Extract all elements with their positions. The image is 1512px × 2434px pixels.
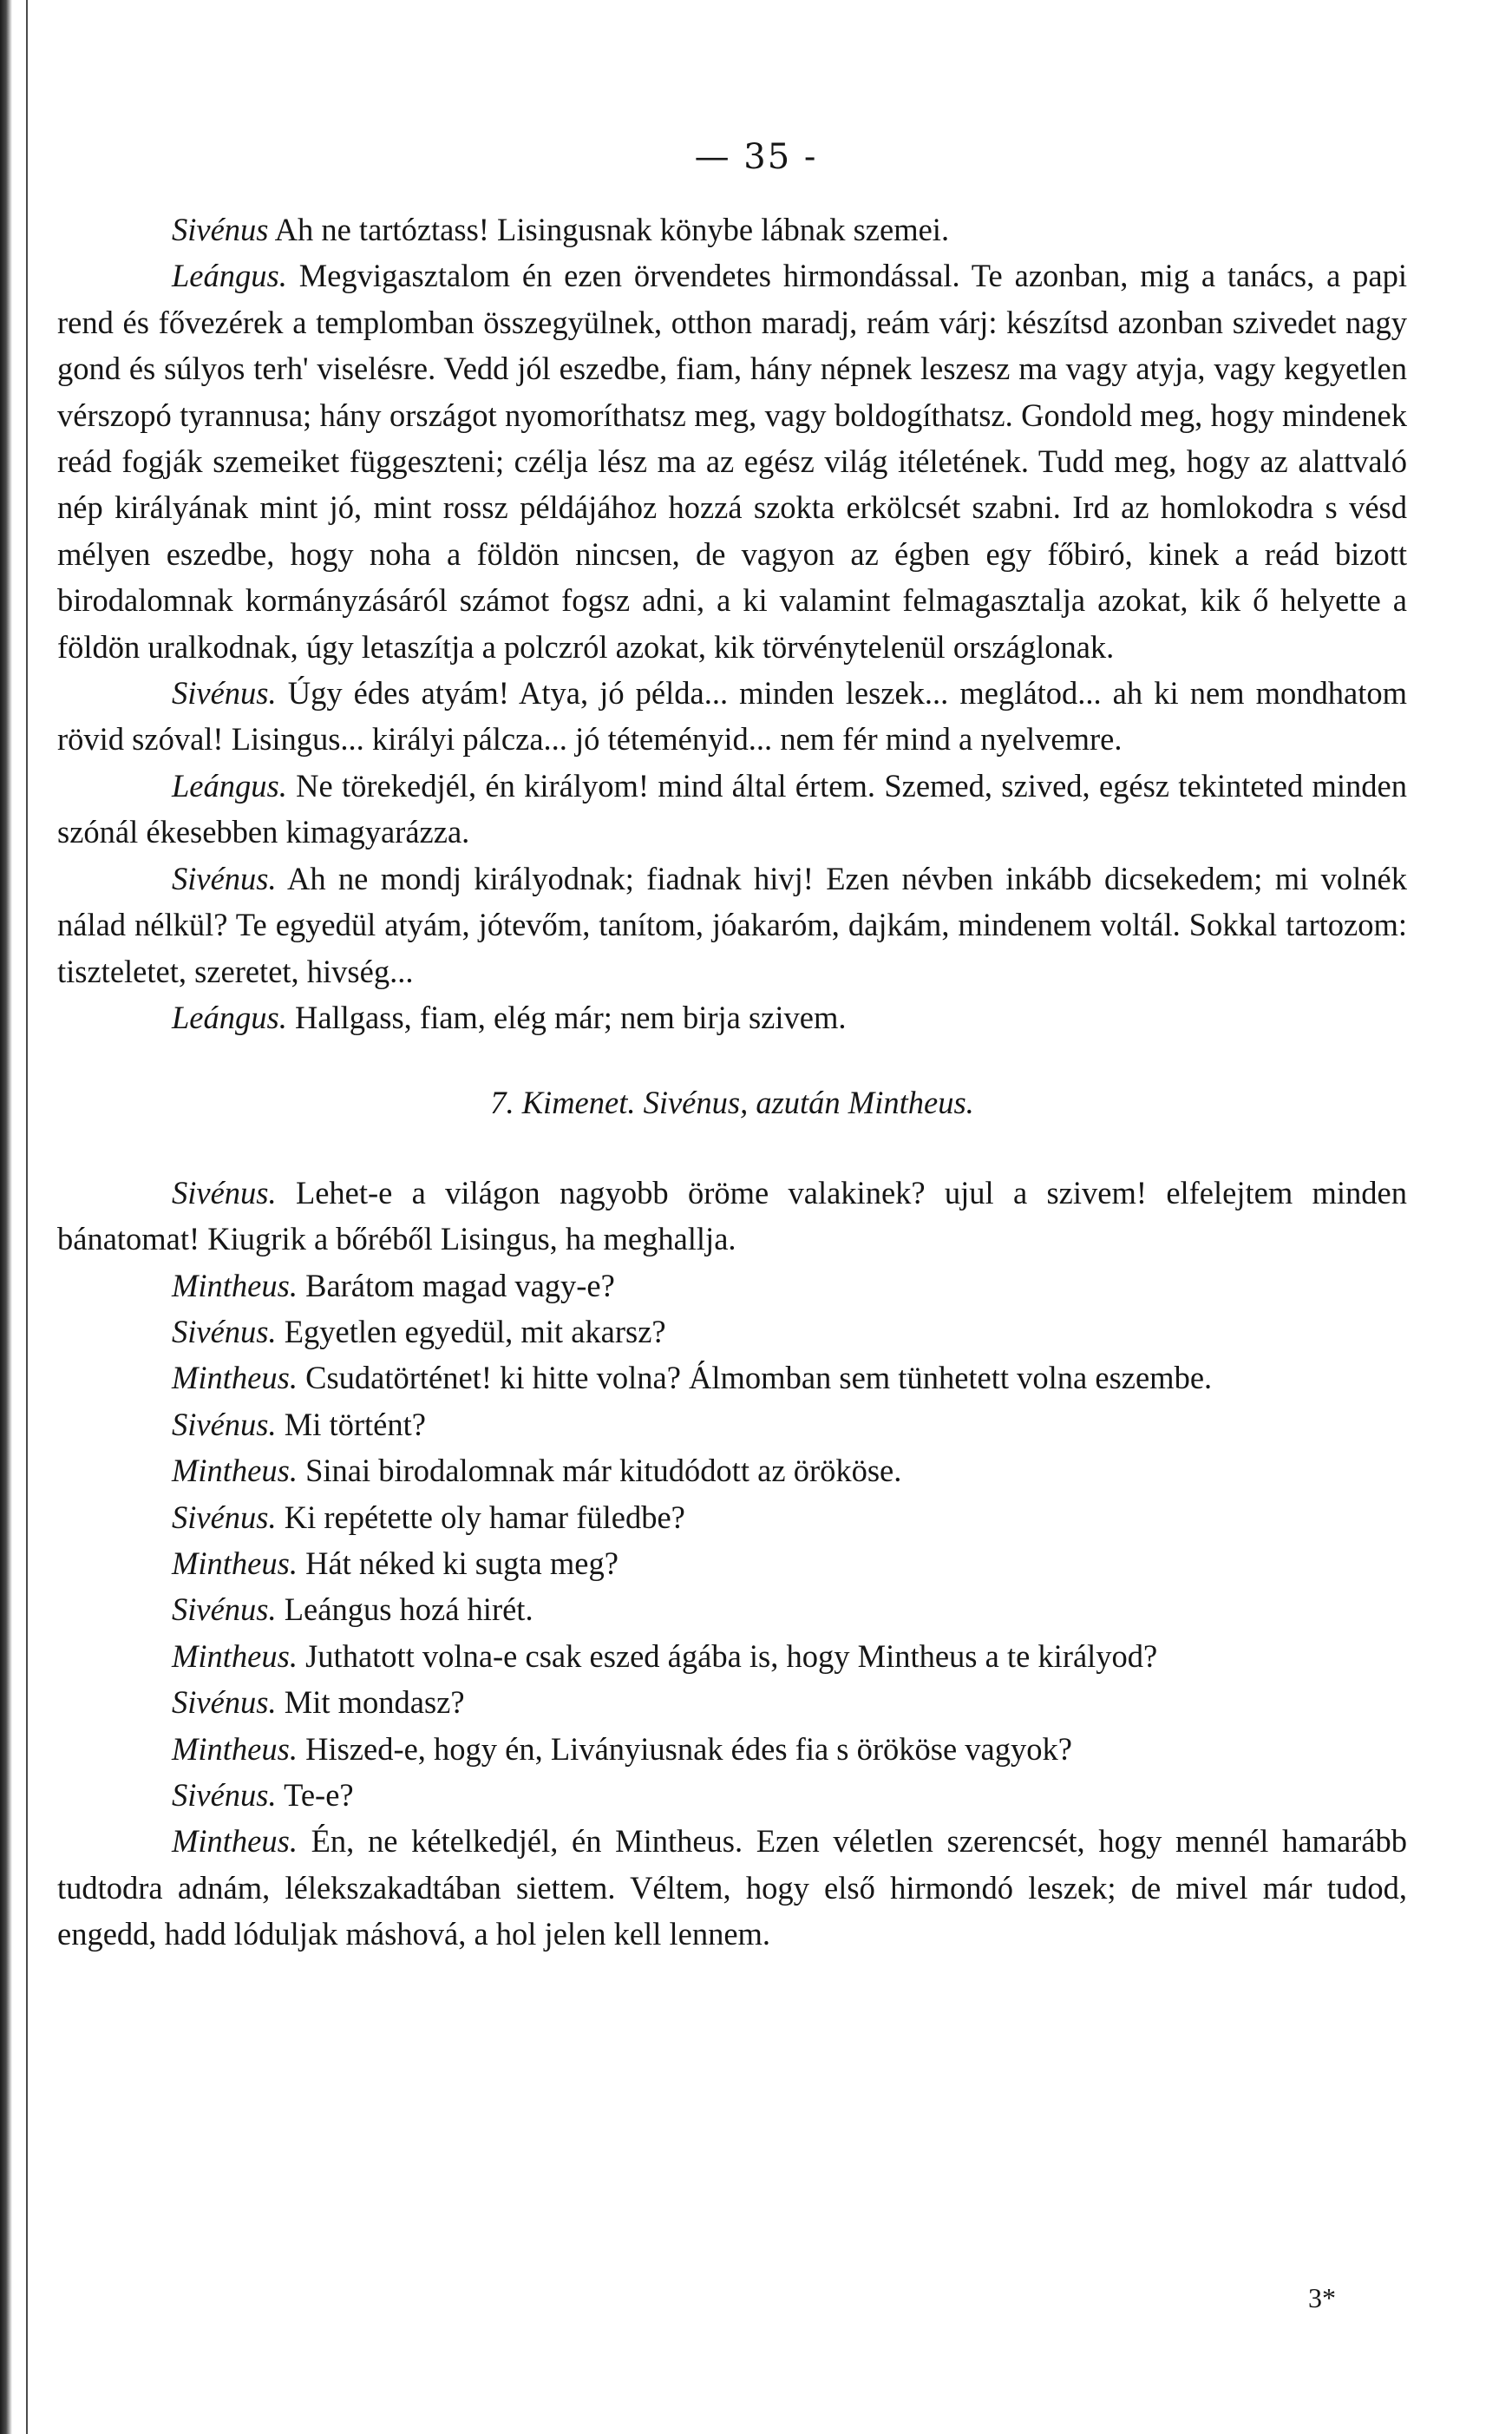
dialogue-text: Sinai birodalomnak már kitudódott az örököse. <box>305 1453 902 1489</box>
speaker-name: Sivénus. <box>172 860 277 896</box>
page-number: — 35 - <box>694 137 818 177</box>
speaker-name: Sivénus. <box>172 1174 277 1210</box>
dialogue-text: Ne törekedjél, én királyom! mind által értem. Szemed, szived, egész tekinteted minden szónál ékesebben kimagyarázza. <box>57 767 1408 850</box>
dialogue-line <box>57 1726 1407 1772</box>
dialogue-line <box>57 1772 1407 1818</box>
dialogue-line <box>57 1494 1407 1540</box>
dialogue-line <box>57 1540 1407 1586</box>
dialogue-text: Ah ne mondj királyodnak; fiadnak hivj! Ezen névben inkább dicsekedem; mi volnék nálad nélkül? Te egyedül atyám, jótevőm, tanítom, jóakaróm, dajkám, mindenem voltál. Sokkal tartozom: tiszteletet, szeretet, hivség... <box>57 860 1407 989</box>
dialogue-line <box>57 1679 1407 1725</box>
speaker-name: Sivénus. <box>172 1499 277 1535</box>
speaker-name: Sivénus. <box>172 675 277 712</box>
dialogue-line <box>57 763 1407 856</box>
dialogue-text: Hiszed-e, hogy én, Liványiusnak édes fia s örököse vagyok? <box>305 1730 1072 1767</box>
dialogue-text: Leángus hozá hirét. <box>284 1591 533 1628</box>
dialogue-line <box>57 1447 1407 1493</box>
dialogue-block-a <box>57 207 1407 1040</box>
speaker-name: Sivénus. <box>172 1406 277 1442</box>
speaker-name: Mintheus. <box>172 1730 298 1767</box>
speaker-name: Leángus. <box>172 999 287 1035</box>
speaker-name: Mintheus. <box>172 1453 298 1489</box>
dialogue-line <box>57 1263 1407 1309</box>
speaker-name: Mintheus. <box>172 1360 298 1396</box>
dialogue-text: Te-e? <box>284 1777 354 1813</box>
dialogue-text: Lehet-e a világon nagyobb öröme valakinek? ujul a szivem! elfelejtem minden bánatomat! Kiugrik a bőréből Lisingus, ha meghallja. <box>57 1174 1408 1257</box>
page-number-value: 35 <box>743 137 792 177</box>
speaker-name: Leángus. <box>172 258 287 294</box>
speaker-name: Mintheus. <box>172 1267 298 1303</box>
dialogue-line <box>57 1309 1407 1355</box>
speaker-name: Sivénus. <box>172 1684 277 1721</box>
dialogue-line <box>57 994 1407 1040</box>
dialogue-text: Juthatott volna-e csak eszed ágába is, hogy Mintheus a te királyod? <box>305 1637 1158 1674</box>
dialogue-text: Megvigasztalom én ezen örvendetes hirmondással. Te azonban, mig a tanács, a papi rend és fővezérek a templomban összegyülnek, otthon maradj, reám várj: készítsd azonban szivedet nagy gond és súlyos terh' viselésre. Vedd jól eszedbe, fiam, hány népnek leszesz ma vagy atyja, vagy kegyetlen vérszopó tyrannusa; hány országot nyomoríthatsz meg, vagy boldogíthatsz. Gondold meg, hogy mindenek reád fogják szemeiket függeszteni; czélja lész ma az egész világ itéletének. Tudd meg, hogy az alattvaló nép királyának mint jó, mint rossz példájához hozzá szokta erkölcsét szabni. Ird az homlokodra s vésd mélyen eszedbe, hogy noha a földön nincsen, de vagyon az égben egy főbiró, kinek a reád bizott birodalomnak kormányzásáról számot fogsz adni, a ki valamint felmagasztalja azokat, kik ő helyette a földön uralkodnak, úgy letaszítja a polczról azokat, kik törvénytelenül országlonak. <box>57 258 1407 665</box>
dialogue-line <box>57 856 1407 994</box>
dialogue-text: Mit mondasz? <box>284 1684 465 1721</box>
speaker-name: Mintheus. <box>172 1545 298 1581</box>
speaker-name: Sivénus. <box>172 1313 277 1349</box>
speaker-name: Sivénus. <box>172 1591 277 1628</box>
dialogue-text: Hallgass, fiam, elég már; nem birja szivem. <box>294 999 847 1035</box>
dialogue-line <box>57 1818 1407 1957</box>
dialogue-text: Csudatörténet! ki hitte volna? Álmomban sem tünhetett volna eszembe. <box>305 1360 1213 1396</box>
signature-mark: 3* <box>1308 2282 1336 2313</box>
speaker-name: Sivénus. <box>172 1777 277 1813</box>
dialogue-text: Barátom magad vagy-e? <box>305 1267 615 1303</box>
speaker-name: Mintheus. <box>172 1637 298 1674</box>
dialogue-line <box>57 253 1407 670</box>
speaker-name: Leángus. <box>172 767 287 804</box>
dialogue-text: Én, ne kételkedjél, én Mintheus. Ezen véletlen szerencsét, hogy mennél hamarább tudtodra adnám, lélekszakadtában siettem. Véltem, hogy első hirmondó leszek; de mivel már tudod, engedd, hadd lóduljak máshová, a hol jelen kell lennem. <box>57 1823 1407 1952</box>
dialogue-line <box>57 1355 1407 1401</box>
dialogue-line <box>57 1401 1407 1447</box>
dialogue-line <box>57 1170 1407 1263</box>
dialogue-line <box>57 207 1407 253</box>
scan-margin-line <box>26 0 28 2434</box>
dialogue-text: Úgy édes atyám! Atya, jó példa... minden leszek... meglátod... ah ki nem mondhatom rövid szóval! Lisingus... királyi pálcza... jó téteményid... nem fér mind a nyelvemre. <box>57 675 1408 758</box>
dialogue-text: Egyetlen egyedül, mit akarsz? <box>284 1313 666 1349</box>
dialogue-line <box>57 670 1407 763</box>
dialogue-block-b <box>57 1170 1407 1958</box>
dialogue-text: Hát néked ki sugta meg? <box>305 1545 619 1581</box>
page-body <box>57 207 1407 1958</box>
scene-heading: 7. Kimenet. Sivénus, azután Mintheus. <box>490 1085 974 1121</box>
dialogue-line <box>57 1633 1407 1679</box>
speaker-name: Sivénus <box>172 212 269 247</box>
dialogue-text: Ah ne tartóztass! Lisingusnak könybe lábnak szemei. <box>274 212 950 247</box>
dialogue-text: Ki repétette oly hamar füledbe? <box>284 1499 685 1535</box>
dialogue-line <box>57 1586 1407 1632</box>
dialogue-text: Mi történt? <box>284 1406 426 1442</box>
scan-edge-shadow <box>0 0 12 2434</box>
speaker-name: Mintheus. <box>172 1823 298 1860</box>
